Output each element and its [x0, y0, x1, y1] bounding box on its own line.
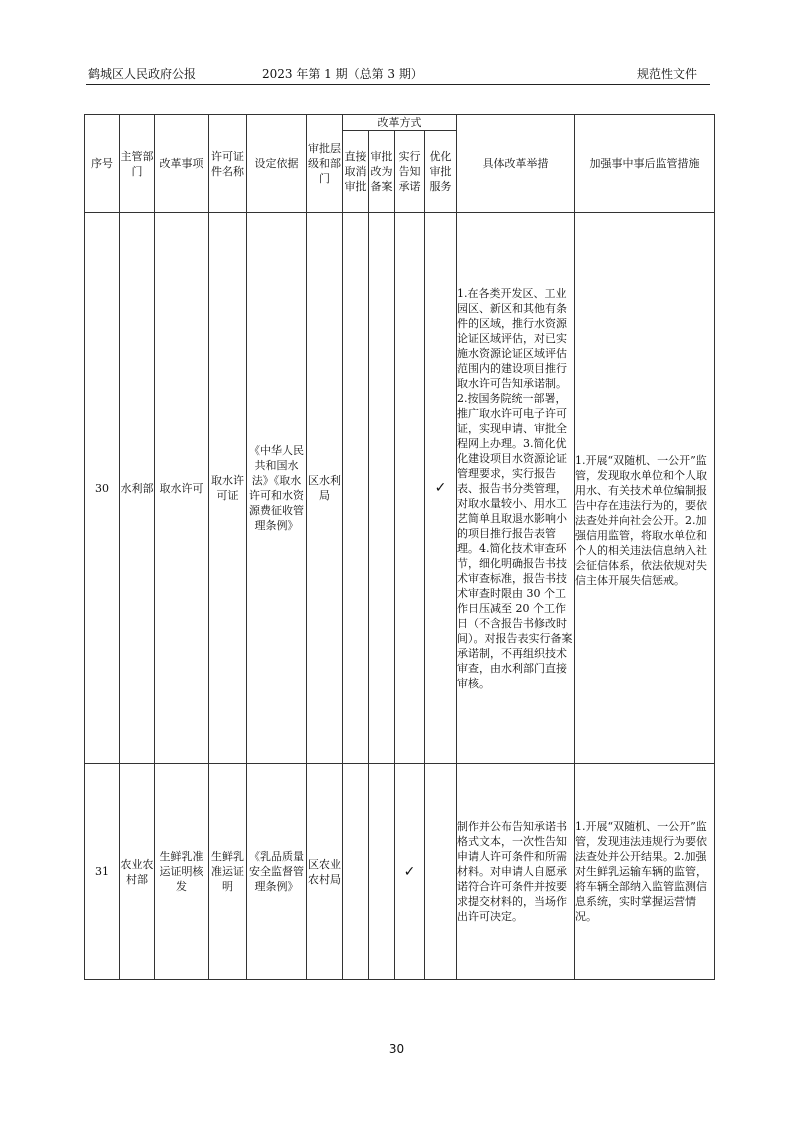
- col-header-measures: 具体改革举措: [457, 115, 575, 213]
- row-item: 生鲜乳准运证明核发: [155, 764, 209, 980]
- col-header-reform-group: 改革方式: [343, 115, 457, 131]
- col-header-notify: 实行告知承诺: [395, 131, 425, 213]
- row-optimize-cell: [425, 764, 457, 980]
- row-basis: 《乳品质量安全监督管理条例》: [247, 764, 307, 980]
- row-seq: 31: [85, 764, 120, 980]
- row-optimize-mark: ✓: [434, 480, 447, 496]
- row-supervision: 1.开展“双随机、一公开”监管，发现取水单位和个人取用水、有关技术单位编制报告中存在违法行为的，要依法查处并向社会公开。2.加强信用监管，将取水单位和个人的相关违法信息纳入社会征信体系，依法依规对失信主体开展失信惩戒。: [575, 213, 715, 764]
- col-header-optimize: 优化审批服务: [425, 131, 457, 213]
- col-header-item: 改革事项: [155, 115, 209, 213]
- row-cancel-cell: [343, 213, 369, 764]
- row-seq: 30: [85, 213, 120, 764]
- row-notify-cell: [395, 764, 425, 980]
- col-header-dept: 主管部门: [120, 115, 155, 213]
- col-header-basis: 设定依据: [247, 115, 307, 213]
- col-header-license: 许可证件名称: [209, 115, 247, 213]
- row-notify-mark: ✓: [403, 863, 416, 880]
- row-measures: 制作并公布告知承诺书格式文本，一次性告知申请人许可条件和所需材料。对申请人自愿承诺符合许可条件并按要求提交材料的，当场作出许可决定。: [457, 764, 575, 980]
- header-rule: [86, 84, 710, 85]
- row-measures: 1.在各类开发区、工业园区、新区和其他有条件的区域，推行水资源论证区域评估，对已实施水资源论证区域评估范围内的建设项目推行取水许可告知承诺制。2.按国务院统一部署，推广取水许可电子许可证，实现申请、审批全程网上办理。3.简化优化建设项目水资源论证管理要求，实行报告表、报告书分类管理，对取水量较小、用水工艺简单且取退水影响小的项目推行报告表管理。4.简化技术审查环节，细化明确报告书技术审查标准，报告书技术审查时限由 30 个工作日压减至 20 个工作日（不含报告书修改时间）。对报告表实行备案承诺制，不再组织技术审查，由水利部门直接审核。: [457, 213, 575, 764]
- row-dept: 水利部: [120, 213, 155, 764]
- row-supervision: 1.开展“双随机、一公开”监管，发现违法违规行为要依法查处并公开结果。2.加强对生鲜乳运输车辆的监管，将车辆全部纳入监管监测信息系统，实时掌握运营情况。: [575, 764, 715, 980]
- row-license: 取水许可证: [209, 213, 247, 764]
- table-row: [85, 764, 715, 980]
- col-header-cancel: 直接取消审批: [343, 131, 369, 213]
- col-header-seq: 序号: [85, 115, 120, 213]
- row-approver: 区水利局: [307, 213, 343, 764]
- reform-table: [84, 114, 715, 980]
- issue-number: 2023 年第 1 期（总第 3 期）: [262, 67, 423, 81]
- page-number: 30: [388, 1042, 405, 1056]
- row-dept: 农业农村部: [120, 764, 155, 980]
- row-optimize-cell: [425, 213, 457, 764]
- row-approver: 区农业农村局: [307, 764, 343, 980]
- col-header-filing: 审批改为备案: [369, 131, 395, 213]
- row-item: 取水许可: [155, 213, 209, 764]
- col-header-supervision: 加强事中事后监管措施: [575, 115, 715, 213]
- row-license: 生鲜乳准运证明: [209, 764, 247, 980]
- header-row-top: [85, 115, 715, 131]
- row-cancel-cell: [343, 764, 369, 980]
- col-header-approver: 审批层级和部门: [307, 115, 343, 213]
- document-category: 规范性文件: [636, 67, 697, 81]
- row-basis: 《中华人民共和国水法》《取水许可和水资源费征收管理条例》: [247, 213, 307, 764]
- table-row: [85, 213, 715, 764]
- row-notify-cell: [395, 213, 425, 764]
- row-filing-cell: [369, 213, 395, 764]
- bulletin-name: 鹤城区人民政府公报: [88, 67, 197, 81]
- row-filing-cell: [369, 764, 395, 980]
